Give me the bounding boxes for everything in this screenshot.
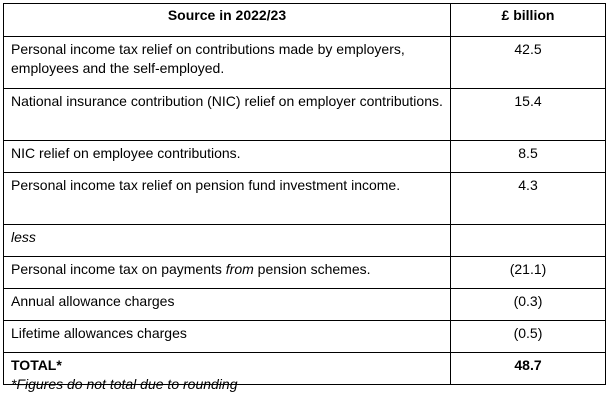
row-label: NIC relief on employee contributions.: [4, 141, 451, 173]
row-value: (0.5): [451, 321, 606, 353]
table-row: [4, 225, 606, 257]
row-value: [451, 225, 606, 257]
row-label: Personal income tax relief on pension fund investment income.: [4, 173, 451, 225]
row-value: 15.4: [451, 89, 606, 141]
header-amount: £ billion: [451, 4, 606, 37]
row-label: Personal income tax relief on contributions made by employers, employees and the self-employed.: [4, 37, 451, 89]
row-label: Lifetime allowances charges: [4, 321, 451, 353]
total-value: 48.7: [451, 353, 606, 385]
row-value: (0.3): [451, 289, 606, 321]
pension-tax-relief-table: [3, 3, 606, 385]
table-header-row: [4, 4, 606, 37]
table-row: [4, 321, 606, 353]
header-source: Source in 2022/23: [4, 4, 451, 37]
table-row: [4, 257, 606, 289]
total-label: TOTAL*: [4, 353, 451, 385]
table-row: [4, 37, 606, 89]
row-label-less: less: [4, 225, 451, 257]
row-label-emphasis: from: [225, 261, 254, 277]
row-label-part: Personal income tax on payments: [11, 261, 226, 277]
row-label: [4, 257, 451, 289]
row-label-part: pension schemes.: [253, 261, 371, 277]
row-label: National insurance contribution (NIC) relief on employer contributions.: [4, 89, 451, 141]
table-row: [4, 141, 606, 173]
row-value: (21.1): [451, 257, 606, 289]
row-label: Annual allowance charges: [4, 289, 451, 321]
table-row: [4, 89, 606, 141]
table-row: [4, 289, 606, 321]
row-value: 8.5: [451, 141, 606, 173]
row-value: 42.5: [451, 37, 606, 89]
footnote: *Figures do not total due to rounding: [11, 376, 238, 392]
row-value: 4.3: [451, 173, 606, 225]
table-row: [4, 173, 606, 225]
